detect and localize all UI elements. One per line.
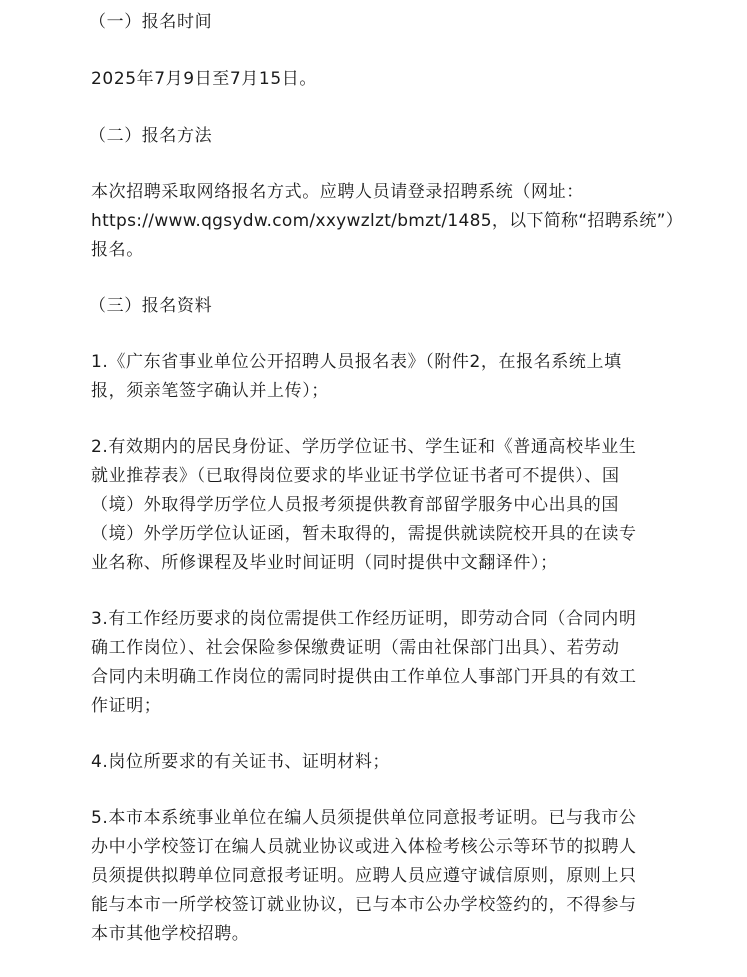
section-1-body: 2025年7月9日至7月15日。 — [91, 69, 317, 89]
item-4-line: 4.岗位所要求的有关证书、证明材料； — [91, 752, 391, 772]
section-2-heading: （二）报名方法 — [89, 126, 213, 146]
item-1-line: 1.《广东省事业单位公开招聘人员报名表》（附件2，在报名系统上填 — [91, 352, 622, 372]
registration-url-line: https://www.qgsydw.com/xxywzlzt/bmzt/1485，以下简称“招聘系统”） — [91, 211, 684, 231]
section-1-heading: （一）报名时间 — [89, 12, 213, 32]
item-3-line: 合同内未明确工作岗位的需同时提供由工作单位人事部门开具的有效工 — [91, 667, 637, 687]
item-2-line: 就业推荐表》（已取得岗位要求的毕业证书学位证书者可不提供）、国 — [91, 466, 620, 486]
item-5-line: 本市其他学校招聘。 — [91, 924, 250, 944]
item-2-line: （境）外取得学历学位人员报考须提供教育部留学服务中心出具的国 — [91, 495, 619, 515]
section-3-heading: （三）报名资料 — [89, 296, 213, 316]
item-5-line: 办中小学校签订在编人员就业协议或进入体检考核公示等环节的拟聘人 — [91, 837, 637, 857]
item-1-line: 报，须亲笔签字确认并上传）； — [91, 381, 329, 401]
item-5-line: 5.本市本系统事业单位在编人员须提供单位同意报考证明。已与我市公 — [91, 808, 637, 828]
section-2-body-line: 本次招聘采取网络报名方式。应聘人员请登录招聘系统（网址： — [91, 182, 584, 202]
item-2-line: （境）外学历学位认证函，暂未取得的，需提供就读院校开具的在读专 — [91, 524, 637, 544]
item-5-line: 员须提供拟聘单位同意报考证明。应聘人员应遵守诚信原则，原则上只 — [91, 866, 637, 886]
item-2-line: 业名称、所修课程及毕业时间证明（同时提供中文翻译件）； — [91, 553, 558, 573]
item-3-line: 3.有工作经历要求的岗位需提供工作经历证明，即劳动合同（合同内明 — [91, 609, 637, 629]
item-3-line: 作证明； — [91, 696, 162, 716]
item-3-line: 确工作岗位）、社会保险参保缴费证明（需由社保部门出具）、若劳动 — [91, 638, 620, 658]
section-2-body-line: 报名。 — [91, 240, 144, 260]
item-2-line: 2.有效期内的居民身份证、学历学位证书、学生证和《普通高校毕业生 — [91, 437, 637, 457]
item-5-line: 能与本市一所学校签订就业协议，已与本市公办学校签约的，不得参与 — [91, 895, 637, 915]
